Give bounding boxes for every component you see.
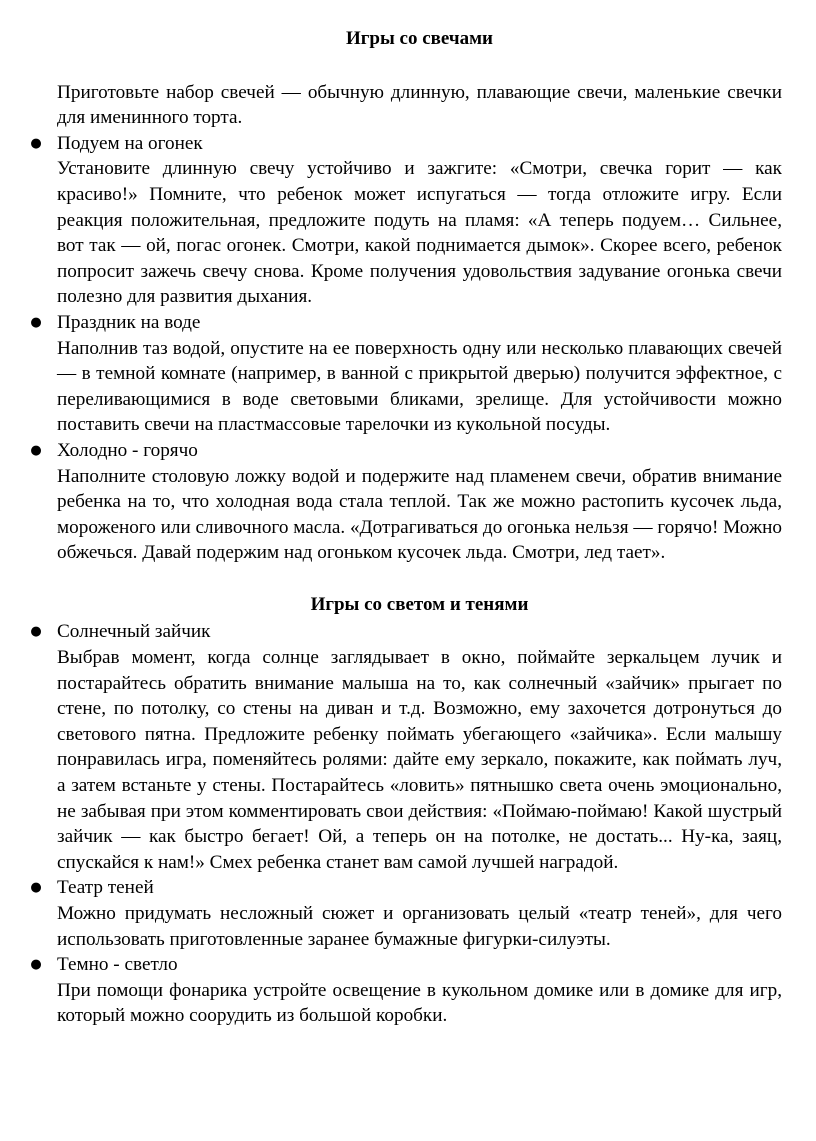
item-title: Солнечный зайчик	[57, 621, 211, 643]
item-text: Наполните столовую ложку водой и подержите над пламенем свечи, обратив внимание ребенка на то, что холодная вода стала теплой. Так же можно растопить кусочек льда, мороженого или сливочного масла. «Дотрагиваться до огонька нельзя — горячо! Можно обжечься. Давай подержим над огоньком кусочек льда. Смотри, лед тает».	[57, 465, 782, 564]
item-title: Холодно - горячо	[57, 439, 198, 461]
bullet-dot-icon: ●	[30, 442, 42, 458]
section-heading-light-shadows: Игры со светом и тенями	[310, 593, 529, 615]
item-title: Подуем на огонек	[57, 132, 203, 154]
list-item	[30, 875, 782, 952]
bullet-dot-icon: ●	[30, 135, 42, 151]
light-games-list	[30, 619, 782, 1029]
bullet-dot-icon: ●	[30, 314, 42, 330]
bullet-dot-icon: ●	[30, 957, 42, 973]
item-text: Выбрав момент, когда солнце заглядывает в окно, поймайте зеркальцем лучик и постарайтесь обратить внимание малыша на то, как солнечный «зайчик» прыгает по стене, по потолку, со стены на диван и т.д. Возможно, ему захочется дотронуться до светового пятна. Предложите ребенку поймать убегающего «зайчика». Если малышу понравилась игра, поменяйтесь ролями: дайте ему зеркало, покажите, как поймать луч, а затем встаньте у стены. Постарайтесь «ловить» пятнышко света очень эмоционально, не забывая при этом комментировать свои действия: «Поймаю-поймаю! Какой шустрый зайчик — как быстро бегает! Ой, а теперь он на потолке, не достать... Ну-ка, заяц, спускайся к нам!» Смех ребенка станет вам самой лучшей наградой.	[57, 647, 782, 873]
list-item	[30, 952, 782, 1029]
list-item	[30, 131, 782, 310]
item-text: При помощи фонарика устройте освещение в кукольном домике или в домике для игр, который можно соорудить из большой коробки.	[57, 979, 782, 1027]
item-title: Темно - светло	[57, 954, 178, 976]
item-text: Можно придумать несложный сюжет и организовать целый «театр теней», для чего использовать приготовленные заранее бумажные фигурки-силуэты.	[57, 903, 782, 950]
item-text: Установите длинную свечу устойчиво и зажгите: «Смотри, свечка горит — как красиво!» Помните, что ребенок может испугаться — тогда отложите игру. Если реакция положительная, предложите подуть на пламя: «А теперь подуем… Сильнее, вот так — ой, погас огонек. Смотри, какой поднимается дымок». Скорее всего, ребенок попросит зажечь свечу снова. Кроме получения удовольствия задувание огонька свечи полезно для развития дыхания.	[57, 158, 782, 308]
item-title: Театр теней	[57, 877, 154, 899]
section-heading-candles: Игры со свечами	[346, 28, 493, 49]
bullet-dot-icon: ●	[30, 880, 42, 896]
bullet-dot-icon: ●	[30, 624, 42, 640]
list-item	[30, 310, 782, 438]
item-text: Наполнив таз водой, опустите на ее поверхность одну или несколько плавающих свечей — в темной комнате (например, в ванной с прикрытой дверью) получится эффектное, с переливающимися в воде световыми бликами, зрелище. Для устойчивости можно поставить свечи на пластмассовые тарелочки из кукольной посуды.	[57, 337, 782, 436]
item-title: Праздник на воде	[57, 311, 201, 333]
list-item	[30, 438, 782, 566]
intro-paragraph: Приготовьте набор свечей — обычную длинную, плавающие свечи, маленькие свечки для именинного торта.	[57, 81, 782, 129]
candle-games-list	[30, 131, 782, 566]
list-item	[30, 619, 782, 875]
